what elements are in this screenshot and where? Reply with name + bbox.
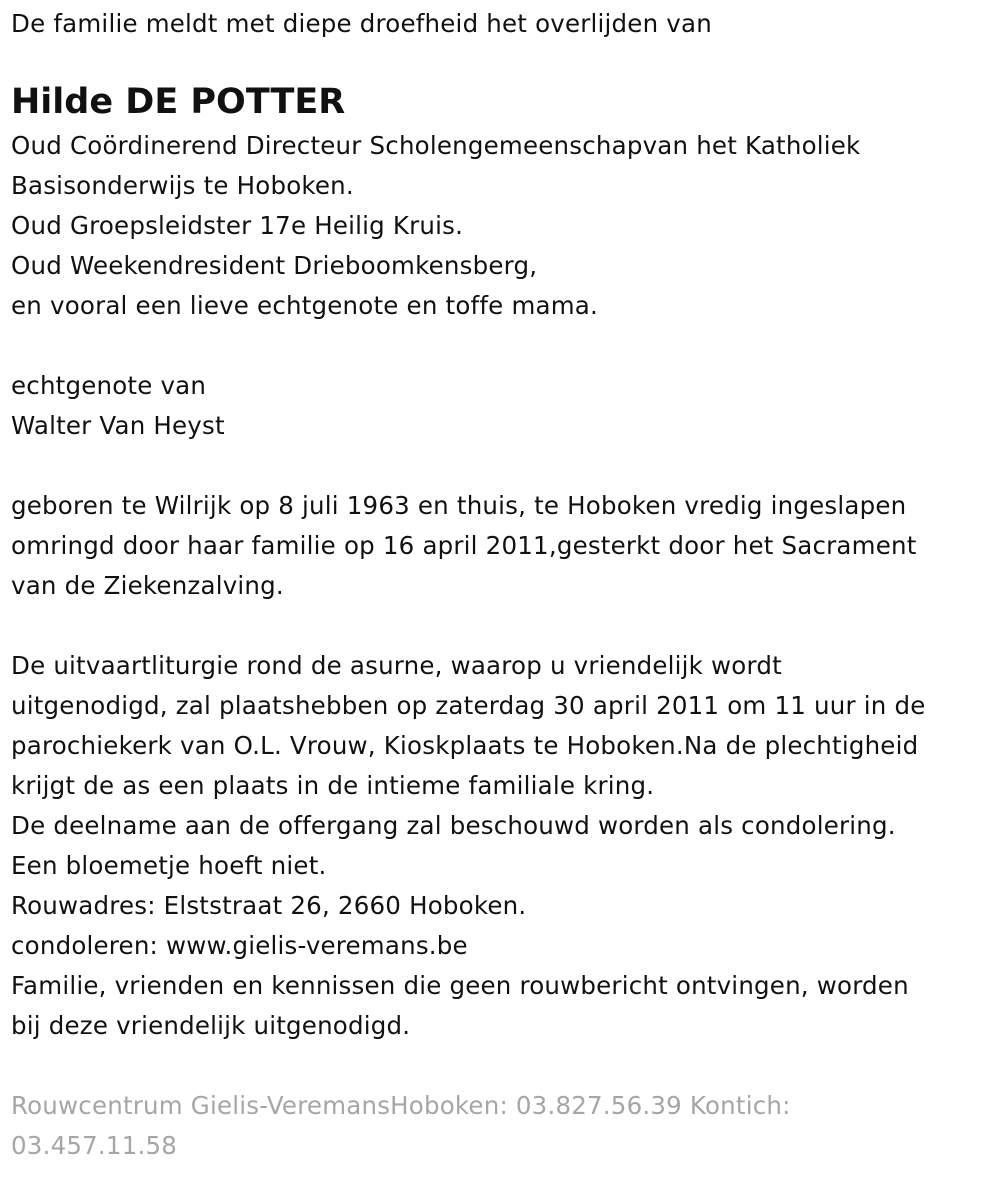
deceased-name: Hilde DE POTTER: [11, 82, 346, 122]
role-line: Oud Weekendresident Drieboomkensberg,: [11, 251, 538, 280]
paragraph-gap: [11, 606, 1000, 646]
role-line: en vooral een lieve echtgenote en toffe mama.: [11, 291, 598, 320]
spouse-name: Walter Van Heyst: [11, 411, 225, 440]
roles-block: [11, 126, 1000, 326]
ceremony-line: De uitvaartliturgie rond de asurne, waarop u vriendelijk wordt: [11, 651, 782, 680]
mourning-address: Rouwadres: Elststraat 26, 2660 Hoboken.: [11, 891, 527, 920]
spouse-label: echtgenote van: [11, 371, 207, 400]
ceremony-line: Familie, vrienden en kennissen die geen rouwbericht ontvingen, worden: [11, 971, 909, 1000]
role-line: Oud Groepsleidster 17e Heilig Kruis.: [11, 211, 464, 240]
ceremony-line: parochiekerk van O.L. Vrouw, Kioskplaats te Hoboken.Na de plechtigheid: [11, 731, 919, 760]
obituary-notice: [0, 4, 1000, 1188]
footer-line: 03.457.11.58: [11, 1131, 178, 1160]
paragraph-gap: [11, 1046, 1000, 1086]
birth-death-line: geboren te Wilrijk op 8 juli 1963 en thuis, te Hoboken vredig ingeslapen: [11, 491, 907, 520]
role-line: Oud Coördinerend Directeur Scholengemeenschapvan het Katholiek: [11, 131, 861, 160]
spouse-block: [11, 366, 1000, 446]
ceremony-line: De deelname aan de offergang zal beschouwd worden als condolering.: [11, 811, 896, 840]
ceremony-line: uitgenodigd, zal plaatshebben op zaterdag 30 april 2011 om 11 uur in de: [11, 691, 926, 720]
birth-death-block: [11, 486, 1000, 606]
ceremony-block: [11, 646, 1000, 1046]
birth-death-line: van de Ziekenzalving.: [11, 571, 284, 600]
footer-line: Rouwcentrum Gielis-VeremansHoboken: 03.827.56.39 Kontich:: [11, 1091, 791, 1120]
ceremony-line: Een bloemetje hoeft niet.: [11, 851, 327, 880]
paragraph-gap: [11, 326, 1000, 366]
role-line: Basisonderwijs te Hoboken.: [11, 171, 354, 200]
condolence-website: condoleren: www.gielis-veremans.be: [11, 931, 468, 960]
ceremony-line: bij deze vriendelijk uitgenodigd.: [11, 1011, 411, 1040]
paragraph-gap: [11, 446, 1000, 486]
birth-death-line: omringd door haar familie op 16 april 2011,gesterkt door het Sacrament: [11, 531, 917, 560]
ceremony-line: krijgt de as een plaats in de intieme familiale kring.: [11, 771, 655, 800]
intro-text: De familie meldt met diepe droefheid het overlijden van: [11, 9, 712, 38]
funeral-home-footer: [11, 1086, 1000, 1166]
